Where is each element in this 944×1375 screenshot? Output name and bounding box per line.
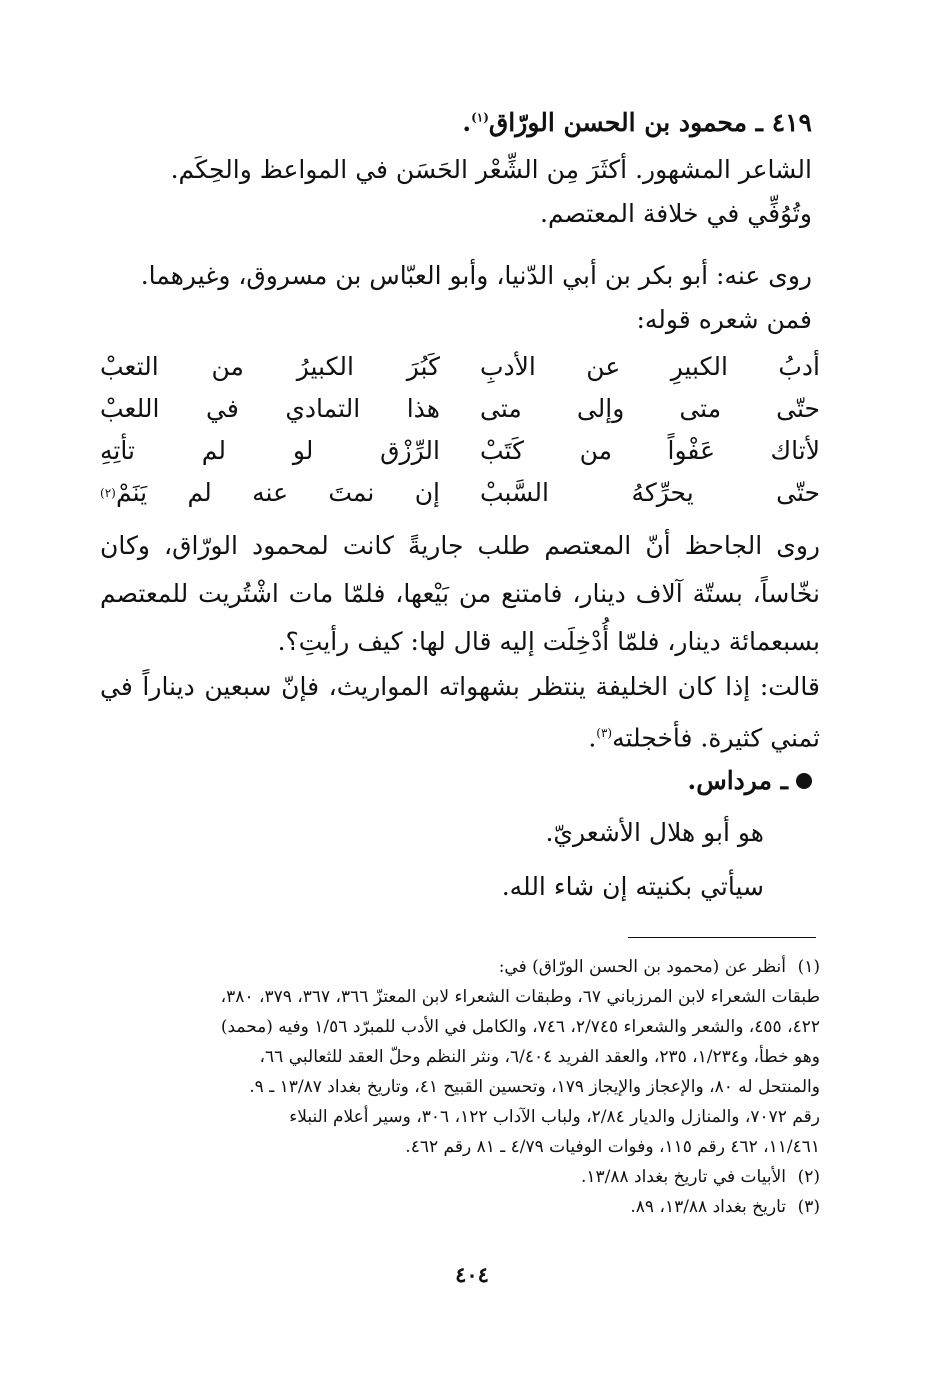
story-paragraph-1: روى الجاحظ أنّ المعتصم طلب جاريةً كانت لمحمود الورّاق، وكان نخّاساً، بستّة آلاف دينار، فامتنع من بَيْعها، فلمّا مات اشْتُريت للمعتصم بسبعمائة دينار، فلمّا أُدْخِلَت إليه قال لها: كيف رأيتِ؟. [100, 531, 820, 656]
entry-heading: ٤١٩ ـ محمود بن الحسن الورّاق$^{(١)}$. [462, 108, 812, 137]
footnote-number: (٣) [797, 1197, 820, 1217]
footnote-number: (٢) [797, 1167, 820, 1187]
footnote-line: طبقات الشعراء لابن المرزباني ٦٧، وطبقات الشعراء لابن المعتزّ ٣٦٦، ٣٦٧، ٣٧٩، ٣٨٠، [220, 987, 820, 1007]
entry-heading-text: ٤١٩ ـ محمود بن الحسن الورّاق [488, 108, 812, 137]
footnote-line: وهو خطأ، و١/٢٣٤، ٢٣٥، والعقد الفريد ٦/٤٠٤، ونثر النظم وحلّ العقد للثعالبي ٦٦، [259, 1047, 820, 1067]
story-paragraph-2: قالت: إذا كان الخليفة ينتظر بشهواته المواريث، فإنّ سبعين ديناراً في ثمني كثيرة. فأخجلته$^{(٣)}$. [100, 672, 820, 753]
cross-ref-line-1: هو أبو هلال الأشعريّ. [545, 818, 764, 847]
verse-second-hemistich: كَبُرَ الكبيرُ من التعبْ [100, 352, 440, 381]
poem-verse [100, 388, 820, 430]
verse-first-hemistich: لأتاك عَفْواً من كَتَبْ [480, 436, 820, 465]
story-paragraph-2-text: قالت: إذا كان الخليفة ينتظر بشهواته المواريث، فإنّ سبعين ديناراً في ثمني كثيرة. فأخجلته [100, 672, 820, 753]
footnote-line: الأبيات في تاريخ بغداد ١٣/٨٨. [580, 1167, 786, 1187]
poem-intro-line: فمن شعره قوله: [636, 305, 812, 334]
verse-first-hemistich: أدبُ الكبيرِ عن الأدبِ [480, 352, 820, 381]
cross-ref-heading-text: ـ مرداس. [687, 766, 788, 795]
verse-second-hemistich: إن نمتَ عنه لم يَنَمْ [116, 478, 440, 507]
intro-line-1: الشاعر المشهور. أكثَرَ مِن الشِّعْر الحَسَن في المواعظ والحِكَم. [170, 155, 812, 184]
poem [100, 346, 820, 514]
footnote-line: تاريخ بغداد ١٣/٨٨، ٨٩. [630, 1197, 786, 1217]
cross-ref-line-2: سيأتي بكنيته إن شاء الله. [501, 872, 764, 901]
footnote-divider [628, 937, 816, 938]
footnote-line: ١١/٤٦١، ٤٦٢ رقم ١١٥، وفوات الوفيات ٤/٧٩ ـ ٨١ رقم ٤٦٢. [405, 1137, 820, 1157]
poem-verse [100, 346, 820, 388]
footnote-3 [104, 1192, 820, 1222]
bullet-dot-icon [796, 773, 812, 789]
page-number: ٤٠٤ [455, 1262, 489, 1287]
intro-line-2: وتُوُفِّي في خلافة المعتصم. [540, 199, 812, 228]
footnote-line: والمنتحل له ٨٠، والإعجاز والإيجاز ١٧٩، وتحسين القبيح ٤١، وتاريخ بغداد ١٣/٨٧ ـ ٩. [249, 1077, 820, 1097]
verse-second-hemistich-wrap [100, 472, 440, 514]
footnote-ref-2[interactable]: (٢) [100, 486, 116, 500]
footnote-body [104, 952, 820, 1162]
footnote-body [104, 1162, 786, 1192]
verse-second-hemistich: الرِّزْق لو لم تأتِهِ [100, 436, 440, 465]
footnote-line: ٤٢٢، ٤٥٥، والشعر والشعراء ٢/٧٤٥، ٧٤٦، والكامل في الأدب للمبرّد ١/٥٦ وفيه (محمد) [220, 1017, 820, 1037]
intro-paragraph [100, 148, 812, 236]
poem-verse [100, 472, 820, 514]
footnote-1 [104, 952, 820, 1162]
narrators-line: روى عنه: أبو بكر بن أبي الدّنيا، وأبو العبّاس بن مسروق، وغيرهما. [140, 261, 812, 290]
footnote-ref-1[interactable]: (١) [471, 110, 489, 125]
cross-ref-heading [687, 766, 812, 795]
poem-verse [100, 430, 820, 472]
footnote-line: أنظر عن (محمود بن الحسن الورّاق) في: [498, 957, 786, 977]
verse-second-hemistich: هذا التمادي في اللعبْ [100, 394, 440, 423]
footnote-body [104, 1192, 786, 1222]
verse-first-hemistich: حتّى متى وإلى متى [480, 394, 820, 423]
footnotes [104, 952, 820, 1222]
footnote-line: رقم ٧٠٧٢، والمنازل والديار ٢/٨٤، ولباب الآداب ١٢٢، ٣٠٦، وسير أعلام النبلاء [289, 1107, 820, 1127]
narrators-paragraph [100, 254, 812, 342]
footnote-number: (١) [797, 957, 820, 977]
footnote-2 [104, 1162, 820, 1192]
footnote-ref-3[interactable]: (٣) [596, 726, 613, 740]
verse-first-hemistich: حتّى يحرِّكهُ السَّببْ [480, 478, 820, 507]
